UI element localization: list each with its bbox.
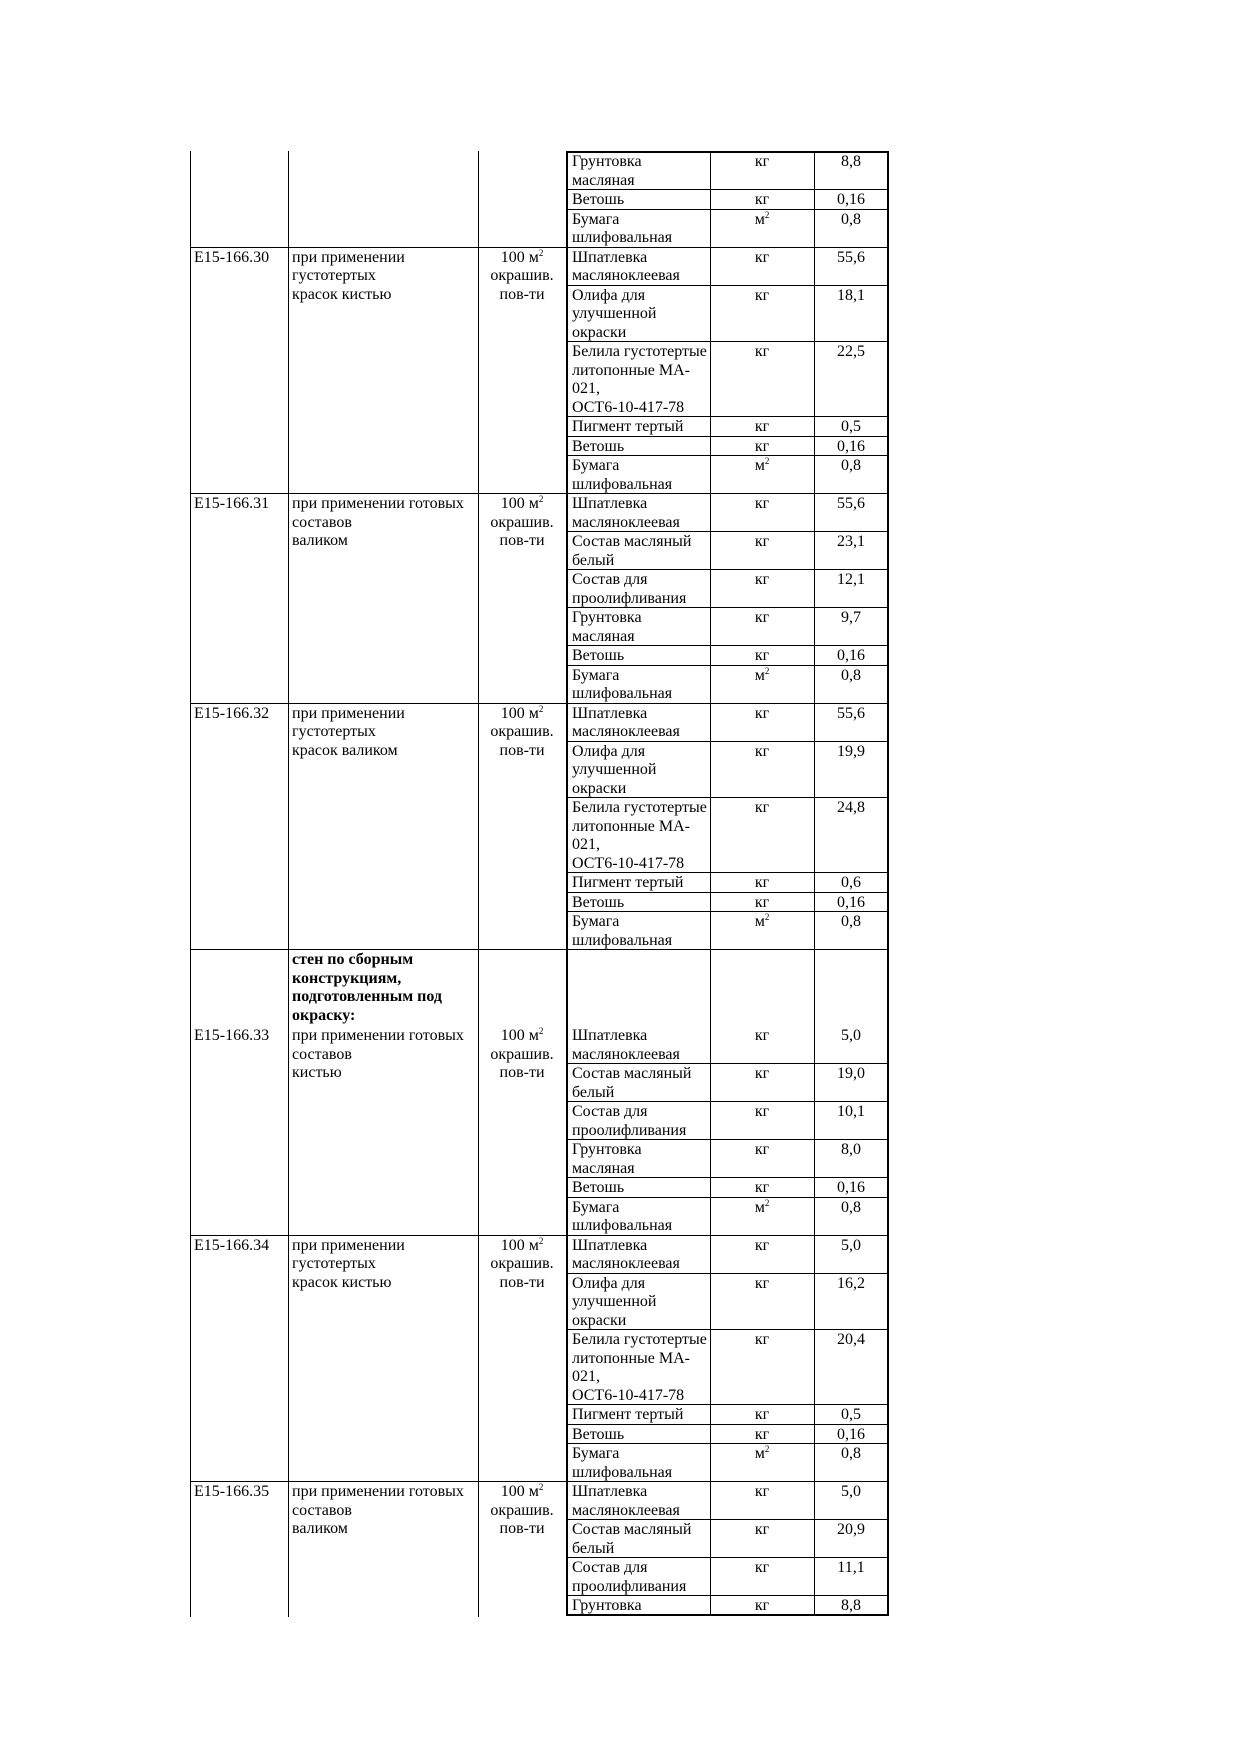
material-value: 8,8 (841, 1597, 861, 1614)
material-name: Состав масляный (572, 1065, 692, 1082)
item-unit: пов-ти (499, 1273, 545, 1291)
material-name: Состав для (572, 571, 648, 588)
material-name: Шпатлевка (572, 704, 648, 722)
material-name: улучшенной (572, 305, 657, 322)
item-description: составов (292, 1045, 352, 1063)
material-name: Олифа для (572, 742, 646, 760)
material-name: масляная (572, 627, 635, 645)
material-value: 19,0 (837, 1065, 865, 1082)
material-value: 24,8 (837, 799, 865, 816)
item-description: составов (292, 513, 352, 531)
group-heading: конструкциям, (292, 969, 402, 987)
item-description: густотертых (292, 1255, 376, 1272)
item-unit: 100 $м^2$ (500, 1482, 544, 1500)
item-code: Е15-166.32 (194, 704, 270, 722)
material-unit: $м^2$ (754, 456, 770, 474)
item-unit: окрашив. (490, 1501, 554, 1519)
materials-box (566, 151, 889, 1616)
material-name: Пигмент тертый (572, 418, 684, 435)
material-name: Пигмент тертый (572, 1406, 684, 1423)
item-description: густотертых (292, 723, 376, 740)
material-name: масляноклеевая (572, 513, 680, 531)
material-name: Бумага (572, 210, 620, 228)
material-unit: кг (754, 533, 770, 550)
material-name: белый (572, 1539, 615, 1557)
material-name: ОСТ6-10-417-78 (572, 398, 685, 416)
material-name: Грунтовка (572, 609, 642, 626)
item-unit: окрашив. (490, 1255, 554, 1272)
material-unit: $м^2$ (754, 209, 770, 228)
material-name: проолифливания (572, 1121, 687, 1139)
material-name: масляноклеевая (572, 1255, 680, 1272)
material-name: Шпатлевка (572, 1483, 648, 1500)
material-name: Грунтовка (572, 153, 642, 170)
material-unit: кг (754, 704, 770, 722)
material-value: 20,9 (837, 1521, 865, 1538)
material-value: 0,8 (841, 666, 861, 684)
material-name: проолифливания (572, 589, 687, 607)
material-value: 0,16 (837, 437, 865, 455)
material-name: Пигмент тертый (572, 874, 684, 891)
item-unit: 100 $м^2$ (500, 1026, 544, 1044)
material-value: 5,0 (841, 1483, 861, 1500)
material-name: улучшенной (572, 1293, 657, 1310)
item-description: валиком (292, 532, 348, 549)
item-unit: окрашив. (490, 267, 554, 284)
material-unit: кг (754, 893, 770, 911)
material-value: 8,0 (841, 1141, 861, 1158)
item-code: Е15-166.35 (194, 1483, 270, 1500)
material-name: масляноклеевая (572, 723, 680, 740)
material-unit: кг (754, 437, 770, 455)
item-description: красок валиком (292, 741, 398, 759)
material-name: масляная (572, 171, 635, 189)
material-value: 18,1 (837, 286, 865, 304)
material-value: 19,9 (837, 742, 865, 760)
material-name: Ветошь (572, 191, 625, 208)
material-value: 20,4 (837, 1331, 865, 1348)
column-rule (478, 151, 479, 1617)
column-rule (814, 151, 815, 1615)
item-unit: 100 $м^2$ (500, 1235, 544, 1254)
material-unit: кг (754, 1597, 770, 1614)
item-description: составов (292, 1501, 352, 1519)
material-unit: кг (754, 1274, 770, 1292)
material-name: Ветошь (572, 647, 625, 664)
material-unit: кг (754, 799, 770, 816)
item-code: Е15-166.33 (194, 1027, 270, 1044)
material-value: 5,0 (841, 1027, 861, 1044)
item-unit: окрашив. (490, 513, 554, 531)
material-unit: кг (754, 1406, 770, 1423)
material-name: Ветошь (572, 1179, 625, 1196)
material-value: 55,6 (837, 248, 865, 266)
item-code: Е15-166.34 (194, 1236, 270, 1254)
material-unit: кг (754, 609, 770, 626)
material-unit: $м^2$ (754, 665, 770, 684)
material-name: шлифовальная (572, 229, 673, 246)
item-description: при применении (292, 704, 405, 722)
material-name: Грунтовка (572, 1597, 642, 1614)
material-name: 021, (572, 836, 600, 853)
material-name: улучшенной (572, 761, 657, 778)
material-name: шлифовальная (572, 475, 673, 493)
material-value: 8,8 (841, 153, 861, 170)
material-value: 55,6 (837, 704, 865, 722)
material-value: 5,0 (841, 1236, 861, 1254)
column-rule (190, 151, 191, 1617)
material-unit: $м^2$ (754, 912, 770, 930)
material-unit: кг (754, 571, 770, 588)
item-unit: 100 $м^2$ (500, 703, 544, 722)
material-unit: кг (754, 647, 770, 664)
material-name: Олифа для (572, 286, 646, 304)
material-name: Белила густотертые (572, 1331, 707, 1348)
material-name: масляноклеевая (572, 1501, 680, 1519)
item-description: при применении (292, 248, 405, 266)
material-name: Состав масляный (572, 533, 692, 550)
item-unit: 100 $м^2$ (500, 494, 544, 512)
item-unit: пов-ти (499, 532, 545, 549)
material-name: Шпатлевка (572, 495, 648, 512)
item-description: при применении (292, 1236, 405, 1254)
item-description: густотертых (292, 267, 376, 284)
item-unit: 100 $м^2$ (500, 247, 544, 266)
material-name: Ветошь (572, 437, 625, 455)
item-description: кистью (292, 1064, 342, 1081)
material-name: проолифливания (572, 1577, 687, 1595)
column-rule (710, 151, 711, 1615)
material-name: литопонные МА- (572, 1349, 690, 1367)
material-unit: кг (754, 1179, 770, 1196)
material-value: 0,5 (841, 1406, 861, 1423)
material-value: 23,1 (837, 533, 865, 550)
material-value: 22,5 (837, 343, 865, 360)
material-name: Бумага (572, 1198, 620, 1216)
material-unit: кг (754, 1103, 770, 1120)
material-value: 0,16 (837, 191, 865, 208)
item-unit: окрашив. (490, 723, 554, 740)
material-value: 0,16 (837, 893, 865, 911)
material-value: 11,1 (837, 1559, 865, 1576)
material-name: 021, (572, 1368, 600, 1385)
material-name: Шпатлевка (572, 1236, 648, 1254)
group-heading: стен по сборным (292, 951, 414, 968)
group-heading: окраску: (292, 1006, 356, 1024)
item-description: при применении готовых (292, 1027, 464, 1044)
material-name: Олифа для (572, 1274, 646, 1292)
material-name: Бумага (572, 666, 620, 684)
material-value: 0,8 (841, 1198, 861, 1216)
material-name: Состав для (572, 1103, 648, 1120)
material-value: 0,8 (841, 1445, 861, 1462)
material-name: масляноклеевая (572, 267, 680, 284)
material-unit: кг (754, 248, 770, 266)
item-unit: пов-ти (499, 741, 545, 759)
material-value: 0,5 (841, 418, 861, 435)
column-rule (288, 151, 289, 1617)
material-value: 9,7 (841, 609, 861, 626)
group-heading: подготовленным под (292, 988, 442, 1005)
item-description: валиком (292, 1520, 348, 1537)
item-code: Е15-166.31 (194, 495, 270, 512)
material-unit: кг (754, 191, 770, 208)
material-unit: кг (754, 153, 770, 170)
material-value: 0,8 (841, 457, 861, 474)
material-unit: кг (754, 1236, 770, 1254)
material-unit: кг (754, 1521, 770, 1538)
material-value: 12,1 (837, 571, 865, 588)
material-name: масляноклеевая (572, 1045, 680, 1063)
material-unit: кг (754, 1331, 770, 1348)
material-unit: кг (754, 1483, 770, 1500)
material-name: Бумага (572, 1445, 620, 1462)
material-name: Белила густотертые (572, 343, 707, 360)
material-name: Состав масляный (572, 1521, 692, 1538)
material-name: Белила густотертые (572, 799, 707, 816)
item-unit: окрашив. (490, 1045, 554, 1063)
material-name: шлифовальная (572, 1463, 673, 1481)
material-value: 0,16 (837, 647, 865, 664)
material-name: Шпатлевка (572, 1027, 648, 1044)
material-name: Бумага (572, 913, 620, 930)
material-name: литопонные МА- (572, 817, 690, 835)
item-unit: пов-ти (499, 1520, 545, 1537)
material-name: Ветошь (572, 1425, 625, 1443)
material-name: 021, (572, 380, 600, 397)
material-name: белый (572, 1083, 615, 1101)
material-unit: кг (754, 742, 770, 760)
material-unit: кг (754, 343, 770, 360)
material-value: 0,16 (837, 1179, 865, 1196)
material-value: 10,1 (837, 1103, 865, 1120)
material-name: Шпатлевка (572, 248, 648, 266)
material-value: 55,6 (837, 495, 865, 512)
material-name: Ветошь (572, 893, 625, 911)
material-value: 0,8 (841, 913, 861, 930)
material-name: шлифовальная (572, 931, 673, 949)
material-name: ОСТ6-10-417-78 (572, 1386, 685, 1404)
material-name: Бумага (572, 457, 620, 474)
material-unit: кг (754, 1141, 770, 1158)
material-unit: кг (754, 1027, 770, 1044)
material-unit: кг (754, 1559, 770, 1576)
material-unit: кг (754, 874, 770, 891)
material-name: окраски (572, 779, 627, 797)
material-name: окраски (572, 1311, 627, 1329)
item-description: красок кистью (292, 285, 392, 303)
material-unit: кг (754, 1425, 770, 1443)
material-name: шлифовальная (572, 1217, 673, 1234)
material-name: литопонные МА- (572, 361, 690, 379)
item-unit: пов-ти (499, 1064, 545, 1081)
material-value: 0,16 (837, 1425, 865, 1443)
material-name: шлифовальная (572, 685, 673, 702)
material-unit: кг (754, 1065, 770, 1082)
item-unit: пов-ти (499, 285, 545, 303)
material-name: белый (572, 551, 615, 569)
material-name: Состав для (572, 1559, 648, 1576)
material-name: Грунтовка (572, 1141, 642, 1158)
material-unit: кг (754, 286, 770, 304)
item-description: красок кистью (292, 1273, 392, 1291)
item-description: при применении готовых (292, 1483, 464, 1500)
material-value: 16,2 (837, 1274, 865, 1292)
material-unit: кг (754, 418, 770, 435)
item-code: Е15-166.30 (194, 248, 270, 266)
material-unit: $м^2$ (754, 1197, 770, 1216)
material-unit: $м^2$ (754, 1444, 770, 1462)
material-value: 0,6 (841, 874, 861, 891)
material-unit: кг (754, 495, 770, 512)
material-name: окраски (572, 323, 627, 341)
item-description: при применении готовых (292, 495, 464, 512)
material-value: 0,8 (841, 210, 861, 228)
material-name: масляная (572, 1159, 635, 1177)
material-name: ОСТ6-10-417-78 (572, 854, 685, 872)
